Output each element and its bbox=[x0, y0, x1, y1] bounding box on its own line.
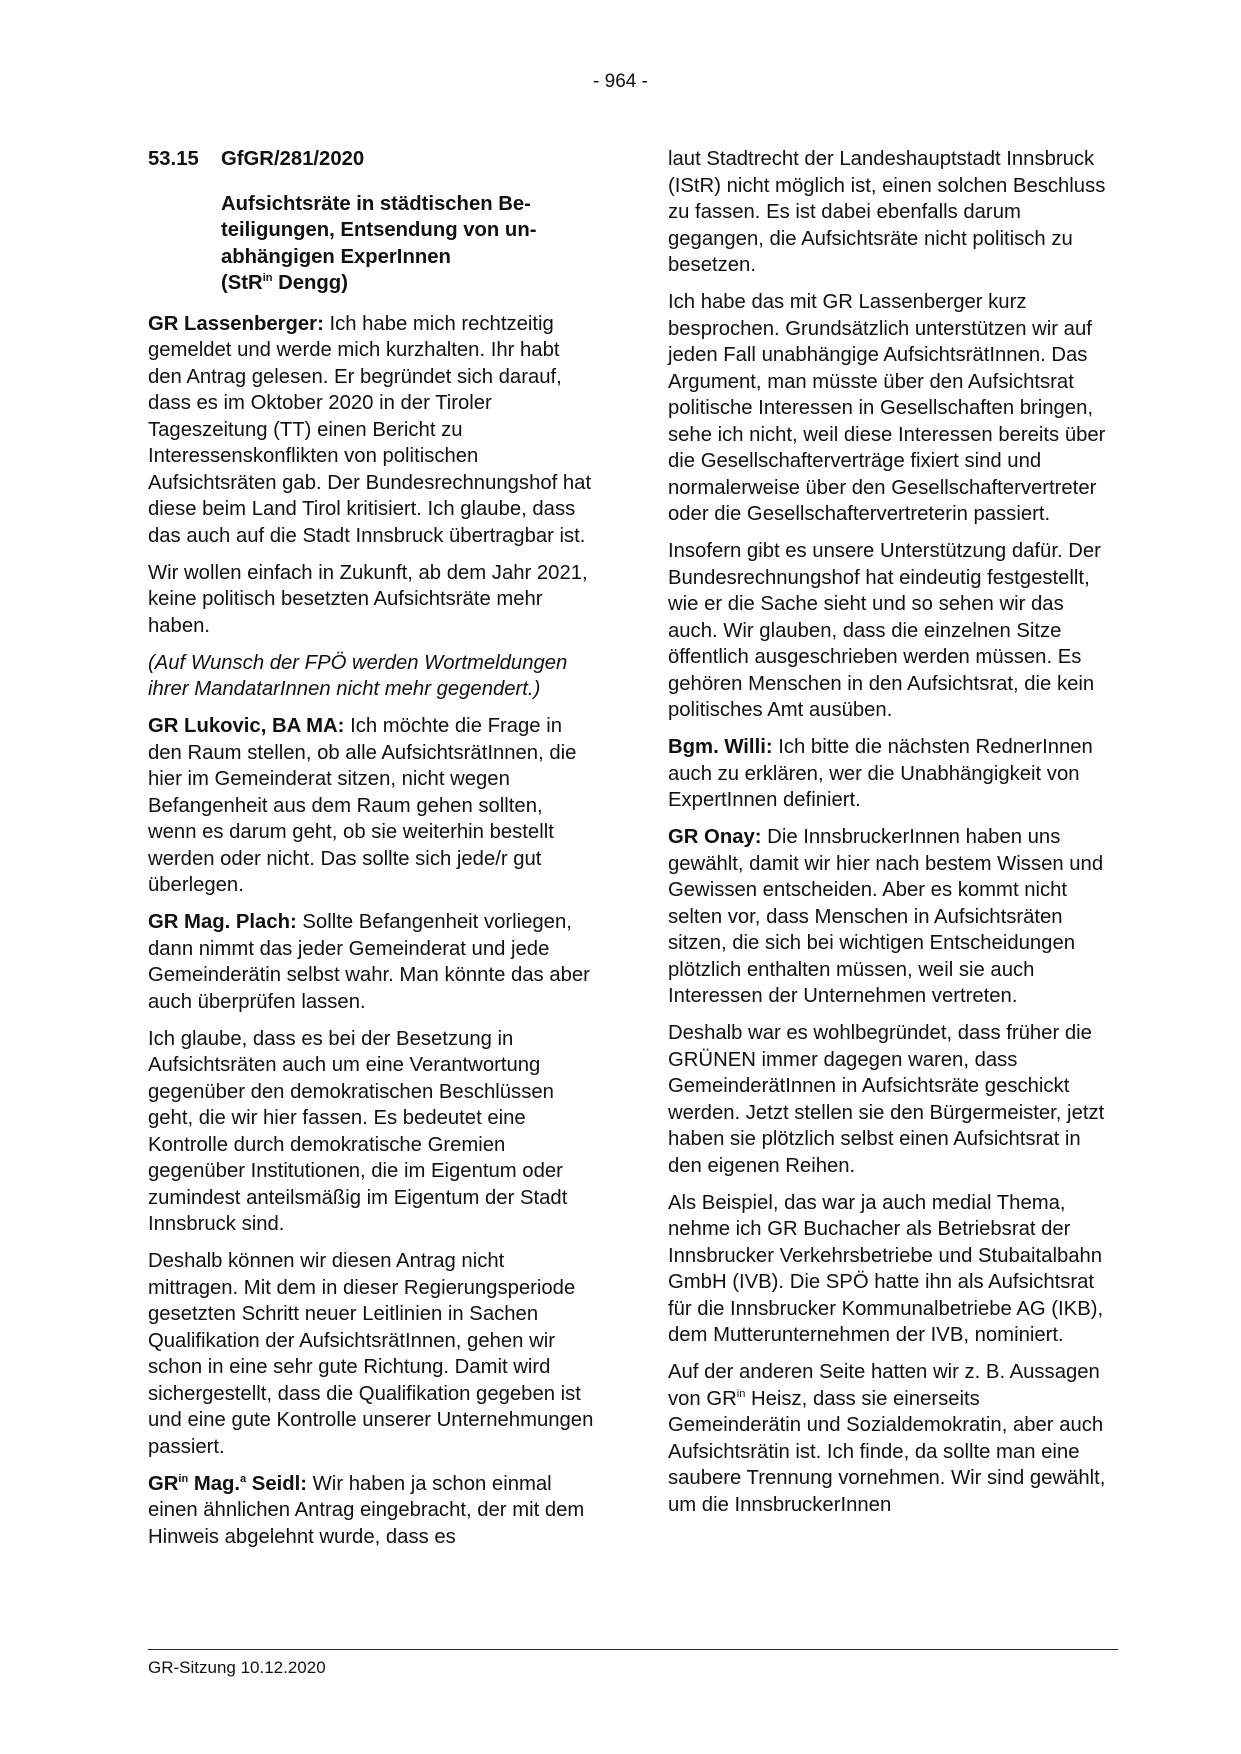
title-line: abhängigen ExperInnen bbox=[221, 245, 451, 268]
speech-paragraph: Deshalb können wir diesen Antrag nicht mittragen. Mit dem in dieser Regierungsperiode gesetzten Schritt neuer Leitlinien in Sachen Qualifikation der AufsichtsrätInnen, gehen wir schon in eine sehr gute Richtung. Damit wird sichergestellt, dass die Qualifikation gegeben ist und eine gute Kontrolle unserer Unternehmungen passiert. bbox=[148, 1250, 594, 1458]
editorial-note: (Auf Wunsch der FPÖ werden Wortmeldungen ihrer MandatarInnen nicht mehr gegendert.) bbox=[148, 651, 568, 700]
speech-paragraph bbox=[668, 824, 1115, 1010]
speech-text: Sollte Befangenheit vorliegen, dann nimmt das jeder Gemeinderat und jede Gemeinderätin selbst wahr. Man könnte das aber auch überprüfen lassen. bbox=[148, 911, 590, 1013]
left-column bbox=[148, 146, 595, 1561]
agenda-item-number: 53.15 bbox=[148, 148, 199, 170]
speaker-name: Bgm. Willi: bbox=[668, 736, 773, 758]
speech-paragraph bbox=[668, 1359, 1115, 1518]
footer-session-date: GR-Sitzung 10.12.2020 bbox=[148, 1658, 326, 1677]
speech-paragraph bbox=[148, 909, 595, 1015]
speech-text: Ich habe mich rechtzeitig gemeldet und werde mich kurzhalten. Ihr habt den Antrag gelesen. Er begründet sich darauf, dass es im Oktober 2020 in der Tiroler Tageszeitung (TT) einen Bericht zu Interessenskonflikten von politischen Aufsichtsräten gab. Der Bundesrechnungshof hat diese beim Land Tirol kritisiert. Ich glaube, dass das auch auf die Stadt Innsbruck übertragbar ist. bbox=[148, 312, 592, 547]
speaker-sup: in bbox=[178, 1472, 189, 1485]
speaker-name: GR Lukovic, BA MA: bbox=[148, 715, 345, 737]
speech-paragraph bbox=[148, 311, 595, 550]
speech-paragraph bbox=[148, 1471, 595, 1551]
requester-sup: in bbox=[262, 272, 273, 284]
speaker-name: GR Lassenberger: bbox=[148, 312, 324, 335]
speaker-name: GR Mag. Plach: bbox=[148, 911, 297, 933]
title-line: Aufsichtsräte in städtischen Be- bbox=[221, 192, 531, 215]
speech-text: Heisz, dass sie einerseits Gemeinderätin und Sozialdemokratin, aber auch Aufsichtsrätin ist. Ich finde, da sollte man eine saubere Trennung vornehmen. Wir sind gewählt, um die InnsbruckerInnen bbox=[668, 1387, 1106, 1516]
speech-text: Wir haben ja schon einmal einen ähnlichen Antrag eingebracht, der mit dem Hinweis abgelehnt wurde, dass es bbox=[148, 1472, 585, 1548]
speech-paragraph: Insofern gibt es unsere Unterstützung dafür. Der Bundesrechnungshof hat eindeutig festgestellt, wie er die Sache sieht und so sehen wir das auch. Wir glauben, dass die einzelnen Sitze öffentlich ausgeschrieben werden müssen. Es gehören Menschen in den Aufsichtsrat, die kein politisches Amt ausüben. bbox=[668, 540, 1101, 721]
speech-paragraph: Wir wollen einfach in Zukunft, ab dem Jahr 2021, keine politisch besetzten Aufsichtsräte mehr haben. bbox=[148, 561, 588, 637]
speech-paragraph: Als Beispiel, das war ja auch medial Thema, nehme ich GR Buchacher als Betriebsrat der Innsbrucker Verkehrsbetriebe und Stubaitalbahn GmbH (IVB). Die SPÖ hatte ihn als Aufsichtsrat für die Innsbrucker Kommunalbetriebe AG (IKB), dem Mutterunternehmen der IVB, nominiert. bbox=[668, 1191, 1104, 1346]
speech-paragraph bbox=[148, 713, 595, 899]
requester-prefix: (StR bbox=[221, 272, 263, 294]
speech-paragraph bbox=[668, 734, 1115, 814]
page-number: - 964 - bbox=[593, 71, 648, 92]
speaker-name bbox=[148, 1473, 307, 1495]
agenda-heading bbox=[148, 146, 595, 297]
footer-divider bbox=[148, 1649, 1118, 1650]
requester bbox=[221, 270, 595, 297]
title-line: teiligungen, Entsendung von un- bbox=[221, 219, 537, 241]
speaker-sup: a bbox=[240, 1472, 247, 1485]
speech-text: Die InnsbruckerInnen haben uns gewählt, damit wir hier nach bestem Wissen und Gewissen entscheiden. Aber es kommt nicht selten vor, dass Menschen in Aufsichtsräten sitzen, die sich bei wichtigen Entscheidungen plötzlich enthalten müssen, weil sie auch Interessen der Unternehmen vertreten. bbox=[668, 826, 1104, 1007]
speech-paragraph: Ich habe das mit GR Lassenberger kurz besprochen. Grundsätzlich unterstützen wir auf jeden Fall unabhängige AufsichtsrätInnen. Das Argument, man müsste über den Aufsichtsrat politische Interessen in Gesellschaften bringen, sehe ich nicht, weil diese Interessen bereits über die Gesellschafterverträge fixiert sind und normalerweise über den Gesellschaftervertreter oder die Gesellschaftervertreterin passiert. bbox=[668, 291, 1106, 525]
speech-paragraph: laut Stadtrecht der Landeshauptstadt Innsbruck (IStR) nicht möglich ist, einen solchen Beschluss zu fassen. Es ist dabei ebenfalls darum gegangen, die Aufsichtsräte nicht politisch zu besetzen. bbox=[668, 148, 1106, 276]
speech-paragraph: Deshalb war es wohlbegründet, dass früher die GRÜNEN immer dagegen waren, dass GemeinderätInnen in Aufsichtsräte geschickt werden. Jetzt stellen sie den Bürgermeister, jetzt haben sie plötzlich selbst einen Aufsichtsrat in den eigenen Reihen. bbox=[668, 1022, 1105, 1177]
agenda-item-code: GfGR/281/2020 bbox=[221, 148, 365, 170]
speech-text: Ich bitte die nächsten RednerInnen auch zu erklären, wer die Unabhängigkeit von ExpertInnen definiert. bbox=[668, 736, 1093, 811]
speech-paragraph: Ich glaube, dass es bei der Besetzung in Aufsichtsräten auch um eine Verantwortung gegenüber den demokratischen Beschlüssen geht, die wir hier fassen. Es bedeutet eine Kontrolle durch demokratische Gremien gegenüber Institutionen, die im Eigentum oder zumindest anteilsmäßig im Eigentum der Stadt Innsbruck sind. bbox=[148, 1027, 568, 1235]
speaker-part: GR bbox=[148, 1472, 179, 1495]
speaker-part: Mag. bbox=[188, 1472, 241, 1495]
agenda-item-title bbox=[221, 191, 595, 297]
right-column bbox=[668, 146, 1115, 1529]
speech-text: Auf der anderen Seite hatten wir z. B. Aussagen von GR bbox=[668, 1361, 1100, 1410]
requester-suffix: Dengg) bbox=[272, 272, 348, 294]
speaker-name: GR Onay: bbox=[668, 826, 762, 848]
speech-text: Ich möchte die Frage in den Raum stellen, ob alle AufsichtsrätInnen, die hier im Gemeinderat sitzen, nicht wegen Befangenheit aus dem Raum gehen sollten, wenn es darum geht, ob sie weiterhin bestellt werden oder nicht. Das sollte sich jede/r gut überlegen. bbox=[148, 715, 577, 896]
speaker-sup: in bbox=[736, 1387, 746, 1400]
speaker-part: Seidl: bbox=[246, 1472, 308, 1495]
